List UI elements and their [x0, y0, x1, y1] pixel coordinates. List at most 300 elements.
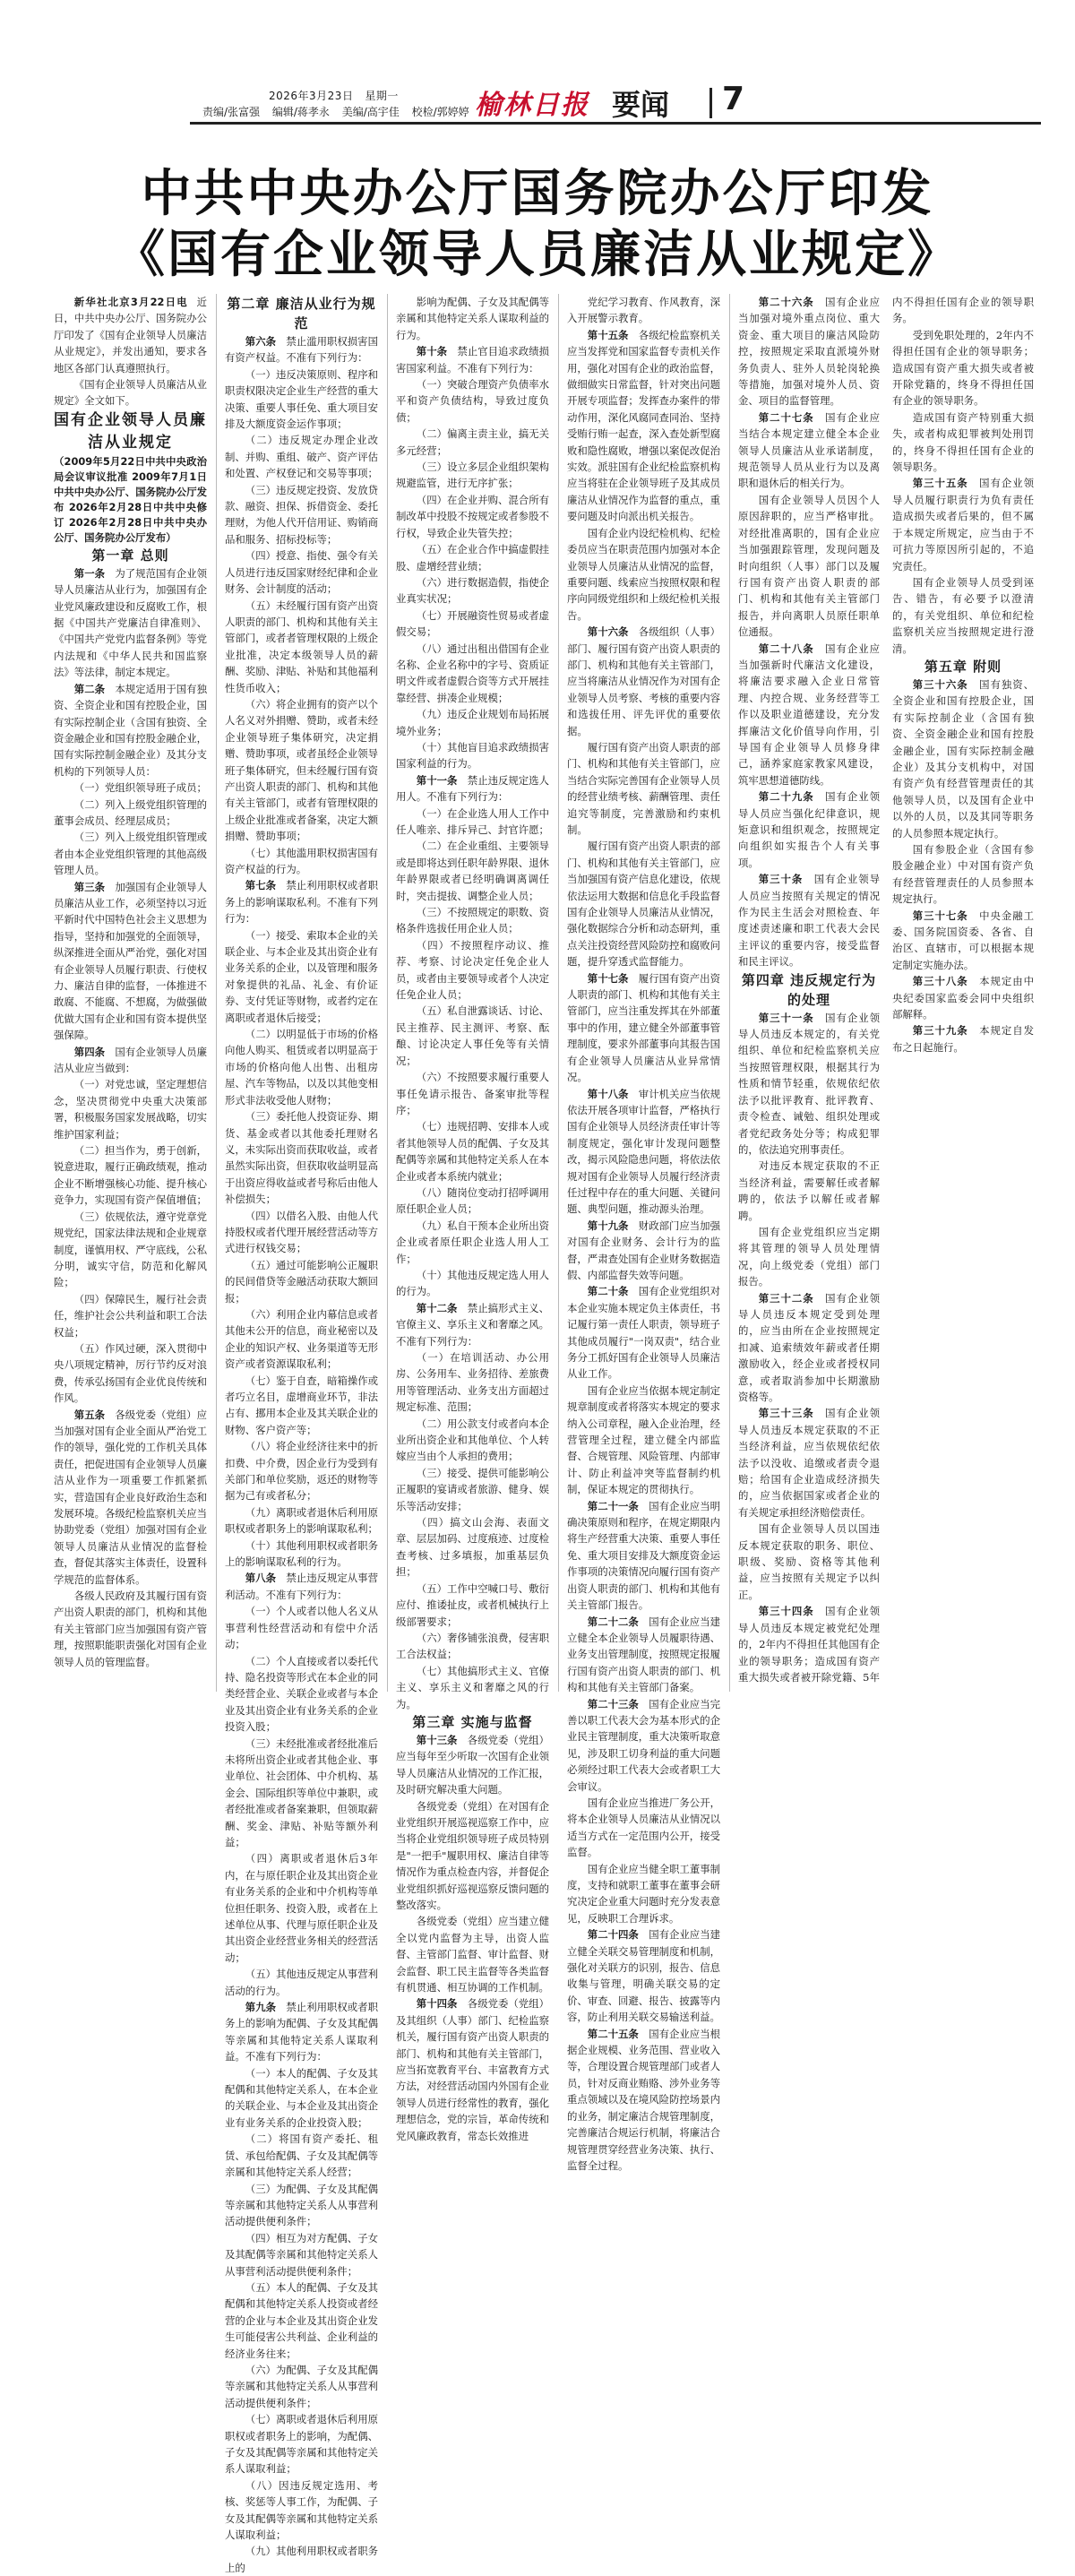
article-paragraph	[396, 574, 549, 607]
article-paragraph	[225, 877, 378, 926]
editor-credit: 美编/高宇佳	[341, 106, 400, 118]
article-paragraph	[396, 459, 549, 492]
article-paragraph	[738, 788, 880, 871]
article-number: 第二十八条	[758, 642, 814, 655]
article-text: （二）在企业重组、主要领导或是即将达到任职年龄界限、退休年龄界限或者已经明确调离调任时，突击提拔、调整企业人员；	[396, 840, 549, 902]
article-text: （八）将企业经济往来中的折扣费、中介费，因企业行为受到有关部门和单位奖励，返还的财物等据为己有或者私分；	[225, 1440, 378, 1503]
article-text: （九）其他利用职权或者职务上的	[225, 2545, 378, 2574]
article-paragraph	[567, 294, 720, 327]
article-text: 履行国有资产出资人职责的部门、机构和其他有关主管部门，应当结合实际完善国有企业领导人员的经营业绩考核、薪酬管理、责任追究等制度，完善激励和约束机制。	[567, 740, 720, 836]
article-text: 造成国有资产特别重大损失，或者构成犯罪被判处刑罚的，终身不得担任国有企业的领导职务。	[892, 410, 1034, 474]
article-text: （一）党组织领导班子成员；	[73, 781, 207, 795]
article-number: 第二十六条	[758, 296, 814, 308]
article-number: 第十二条	[416, 1301, 458, 1314]
section-title: 要闻	[612, 88, 670, 122]
article-text: 履行国有资产出资人职责的部门、机构和其他有关主管部门，应当加强国有资产信息化建设，依规依法运用大数据和信息化手段监督国有企业领导人员廉洁从业情况，强化数据综合分析和动态研判，重点关注投资经营风险防控和腐败问题，提升穿透式监督能力。	[567, 840, 720, 969]
article-number: 第三十二条	[758, 1291, 814, 1305]
article-text: （二）偏离主责主业，搞无关多元经营；	[396, 427, 549, 457]
article-paragraph	[225, 1438, 378, 1504]
article-paragraph	[396, 904, 549, 937]
document-note: （2009年5月22日中共中央政治局会议审议批准 2009年7月1日中共中央办公厅、国务院办公厅发布 2026年2月28日中共中央修订 2026年2月28日中共中央办公厅、国务院办公厅发布）	[54, 454, 207, 544]
article-number: 第二十九条	[758, 790, 814, 804]
article-text: （五）其他违反规定从事营利活动的行为。	[225, 1968, 378, 1997]
article-number: 第十三条	[416, 1733, 458, 1746]
article-text: （五）未经履行国有资产出资人职责的部门、机构和其他有关主管部门，或者者管理权限的上级企业批准，决定本级领导人员的薪酬、奖励、津贴、补贴和其他福利性货币收入；	[225, 599, 378, 694]
chapter-heading: 第二章 廉洁从业行为规范	[227, 296, 376, 332]
article-number: 第二十四条	[587, 1928, 639, 1942]
article-text: 本规定适用于国有独资、全资企业和国有控股企业，国有实际控制企业（含国有独资、全资金融企业和国有控股金融企业，国有实际控制金融企业）及其分支机构的下列领导人员：	[54, 682, 207, 778]
article-text: 国有企业党组织对本企业实施本规定负主体责任，书记履行第一责任人职责，领导班子其他成员履行"一岗双责"，结合业务分工抓好国有企业领导人员廉洁从业工作。	[567, 1285, 720, 1381]
issue-weekday: 星期一	[365, 90, 399, 102]
article-paragraph	[54, 1044, 207, 1077]
article-number: 第十五条	[587, 328, 629, 341]
article-number: 第三十四条	[758, 1605, 814, 1618]
article-text: 禁止违反规定选人用人。不准有下列行为：	[396, 773, 549, 804]
article-text: （七）离职或者退休后利用原职权或者职务上的影响，为配偶、子女及其配偶等亲属和其他特定关系人谋取利益；	[225, 2413, 378, 2476]
article-paragraph	[396, 1416, 549, 1465]
page-number: 7	[722, 81, 745, 117]
newspaper-header	[0, 0, 1075, 134]
article-paragraph	[54, 780, 207, 796]
article-text: （一）对党忠诚，坚定理想信念，坚决贯彻党中央重大决策部署，积极服务国家发展战略，切实维护国家利益；	[54, 1078, 207, 1141]
article-paragraph	[396, 1798, 549, 1914]
article-text: 为了规范国有企业领导人员廉洁从业行为，加强国有企业党风廉政建设和反腐败工作，根据《中国共产党廉洁自律准则》、《中国共产党党内监督条例》等党内法规和《中华人民共和国监察法》等法律，制定本规定。	[54, 566, 207, 679]
article-paragraph	[396, 641, 549, 707]
article-paragraph	[225, 1504, 378, 1538]
editor-credit: 责编/张富强	[202, 106, 261, 118]
article-text: 禁止利用职权或者职务上的影响为配偶、子女及其配偶等亲属和其他特定关系人谋取利益。不准有下列行为：	[225, 2001, 378, 2063]
article-paragraph	[396, 343, 549, 376]
article-text: 禁止滥用职权损害国有资产权益。不准有下列行为：	[225, 335, 378, 365]
article-paragraph	[225, 1966, 378, 1999]
article-paragraph	[225, 366, 378, 433]
article-paragraph	[396, 426, 549, 459]
article-paragraph	[738, 1010, 880, 1159]
article-paragraph	[225, 2279, 378, 2362]
article-paragraph	[54, 1588, 207, 1670]
article-text: （五）在企业合作中搞虚假挂股、虚增经营业绩；	[396, 543, 549, 573]
article-number: 第十条	[416, 345, 447, 358]
article-number: 第二条	[73, 682, 105, 695]
article-text: 中央金融工委、国务院国资委、各省、自治区、直辖市，可以根据本规定制定实施办法。	[892, 909, 1034, 971]
article-paragraph	[396, 607, 549, 641]
lead-paragraph	[54, 294, 207, 376]
article-paragraph	[892, 973, 1034, 1022]
article-paragraph	[738, 294, 880, 409]
article-paragraph	[396, 1069, 549, 1118]
article-number: 第三十三条	[758, 1407, 814, 1420]
article-text: 本规定由中央纪委国家监委会同中央组织部解释。	[892, 975, 1034, 1021]
article-paragraph	[396, 739, 549, 772]
article-text: 加强国有企业领导人员廉洁从业工作，必须坚持以习近平新时代中国特色社会主义思想为指导，坚持和加强党的全面领导，纵深推进全面从严治党，强化对国有企业领导人员履行职责、行使权力、廉洁自律的监督，一体推进不敢腐、不能腐、不想腐，为做强做优做大国有企业和国有资本提供坚强保障。	[54, 880, 207, 1042]
article-paragraph	[567, 1795, 720, 1861]
article-text: （四）保障民生，履行社会责任，维护社会公共利益和职工合法权益；	[54, 1292, 207, 1339]
article-text: 影响为配偶、子女及其配偶等亲属和其他特定关系人谋取利益的行为。	[396, 296, 549, 341]
article-text: （五）作风过硬，深入贯彻中央八项规定精神，厉行节约反对浪费，传承弘扬国有企业优良传统和作风。	[54, 1341, 207, 1405]
article-text: （七）其他搞形式主义、官僚主义、享乐主义和奢靡之风的行为。	[396, 1664, 549, 1710]
article-number: 第三十七条	[912, 909, 968, 922]
chapter-heading: 第四章 违反规定行为的处理	[741, 971, 877, 1008]
column-5-inner	[738, 294, 1034, 1692]
article-text: （六）为配偶、子女及其配偶等亲属和其他特定关系人从事营利活动提供便利条件；	[225, 2363, 378, 2409]
article-paragraph	[738, 1521, 880, 1603]
lead-text: 近日，中共中央办公厅、国务院办公厅印发了《国有企业领导人员廉洁从业规定》，并发出通知，要求各地区各部门认真遵照执行。	[54, 296, 207, 375]
article-text: （一）接受、索取本企业的关联企业、与本企业及其出资企业有业务关系的企业，以及管理和服务对象提供的礼品、礼金、有价证券、支付凭证等财物，或者约定在离职或者退休后接受；	[225, 928, 378, 1024]
article-paragraph	[396, 1300, 549, 1349]
editor-credits	[202, 104, 478, 119]
article-paragraph	[225, 2181, 378, 2230]
article-paragraph	[396, 1185, 549, 1218]
article-paragraph	[567, 838, 720, 969]
article-number: 第三十五条	[912, 477, 968, 490]
article-number: 第十九条	[587, 1219, 629, 1232]
article-text: 国有企业领导人员受到诬告、错告，有必要予以澄清的，有关党组织、单位和纪检监察机关应当按照规定进行澄清。	[892, 575, 1034, 655]
article-paragraph	[396, 376, 549, 426]
article-number: 第三十八条	[912, 975, 968, 988]
column-2	[225, 294, 378, 2574]
article-text: （二）个人直接或者以委托代持、隐名投资等形式在本企业的同类经营企业、关联企业或者与本企业及其出资企业有业务关系的企业投资入股；	[225, 1654, 378, 1734]
article-paragraph	[567, 1218, 720, 1284]
article-text: （三）为配偶、子女及其配偶等亲属和其他特定关系人从事营利活动提供便利条件；	[225, 2182, 378, 2228]
article-text: （四）离职或者退休后3年内，在与原任职企业及其出资企业有业务关系的企业和中介机构等单位担任职务、投资入股，或者在上述单位从事、代理与原任职企业及其出资企业经营业务相关的经营活动；	[225, 1852, 378, 1964]
column-divider	[729, 294, 730, 1692]
document-title: 国有企业领导人员廉洁从业规定	[54, 410, 207, 452]
article-number: 第十一条	[416, 773, 458, 787]
article-paragraph	[567, 1861, 720, 1927]
article-paragraph	[738, 409, 880, 492]
article-paragraph	[54, 879, 207, 1044]
article-text: 禁止官目追求政绩损害国家利益。不准有下列行为：	[396, 345, 549, 375]
article-text: 各级党委（党组）在对国有企业党组织开展巡视巡察工作中，应当将企业党组织领导班子成员特别是"一把手"履职用权、廉洁自律等情况作为重点检查内容，并督促企业党组织抓好巡视巡察反馈问题的整改落实。	[396, 1799, 549, 1911]
article-paragraph	[54, 1142, 207, 1209]
article-text: 国有企业应当依据本规定制定规章制度或者将落实本规定的要求纳入公司章程，融入企业治理，经营管理全过程，建立健全内部监督、合规管理、风险管理、内部审计、防止利益冲突等监督制约机制，保证本规定的贯彻执行。	[567, 1383, 720, 1496]
article-text: （二）用公款支付或者向本企业所出资企业和其他单位、个人转嫁应当由个人承担的费用；	[396, 1417, 549, 1463]
article-text: 国有企业应当推进厂务公开，将本企业领导人员廉洁从业情况以适当方式在一定范围内公开，接受监督。	[567, 1796, 720, 1859]
article-list	[54, 565, 207, 1670]
article-paragraph	[225, 696, 378, 845]
article-paragraph	[225, 2362, 378, 2411]
article-paragraph	[396, 541, 549, 574]
article-number: 第二十条	[587, 1285, 629, 1298]
column-divider	[216, 294, 217, 1692]
article-text: （九）离职或者退休后利用原职权或者职务上的影响谋取私利；	[225, 1505, 378, 1536]
article-text: （四）授意、指使、强令有关人员进行违反国家财经纪律和企业财务、会计制度的活动；	[225, 549, 378, 596]
article-text: 国有企业领导人员违反本规定的，有关党组织、单位和纪检监察机关应当按照管理权限，根据其行为性质和情节轻重，依规依纪依法予以批评教育、批评教育、责令检查、诫勉、组织处理或者党纪政务处分等；构成犯罪的，依法追究刑事责任。	[738, 1011, 880, 1156]
article-text: 国有独资、全资企业和国有控股企业，国有实际控制企业（含国有独资、全资金融企业和国有控股金融企业，国有实际控制金融企业）及其分支机构中，对国有资产负有经营管理责任的其他领导人员，以及国有企业中以外的人员，以及其同等职务的人员参照本规定执行。	[892, 677, 1034, 840]
article-paragraph	[225, 2065, 378, 2132]
newspaper-logo: 榆林日报	[475, 90, 589, 121]
article-number: 第三条	[73, 880, 105, 893]
lead-paragraph-2: 《国有企业领导人员廉洁从业规定》全文如下。	[54, 378, 207, 408]
column-divider	[387, 294, 388, 1692]
article-paragraph	[396, 1349, 549, 1416]
article-text: 国有企业领导人员违反本规定获取的不正当经济利益，应当依规依纪依法予以没收、追缴或者责令退赔；给国有企业造成经济损失的，应当依据国家或者企业的有关规定承担经济赔偿责任。	[738, 1407, 880, 1519]
article-text: （八）通过出租出借国有企业名称、企业名称中的字号、资质证明文件或者虚假合资等方式开展挂靠经营、拼凑企业规模；	[396, 642, 549, 704]
article-list	[892, 676, 1034, 1055]
article-text: 国有企业应当加强新时代廉洁文化建设，将廉洁要求融入企业日常管理、内控合规、业务经营等工作以及职业道德建设，充分发挥廉洁文化价值导向作用，引导国有企业领导人员修身律己，涵养家庭家教家风建设，筑牢思想道德防线。	[738, 642, 880, 787]
article-paragraph	[396, 1218, 549, 1267]
article-text: 对违反本规定获取的不正当经济利益，需要解任或者解聘的，依法予以解任或者解聘。	[738, 1159, 880, 1222]
article-text: （四）以借名入股、由他人代持股权或者代理开展经营活动等方式进行权钱交易；	[225, 1209, 378, 1255]
article-paragraph	[738, 641, 880, 789]
article-text: 国有企业领导人员应当强化纪律意识，规矩意识和组织观念，按照规定向组织如实报告个人有关事项。	[738, 790, 880, 869]
article-text: （五）工作中空喊口号、敷衍应付、推诿扯皮，或者机械执行上级部署要求；	[396, 1581, 549, 1628]
article-number: 第三十六条	[912, 677, 968, 691]
article-paragraph	[567, 1614, 720, 1696]
article-text: （一）个人或者以他人名义从事营利性经营活动和有偿中介活动；	[225, 1605, 378, 1651]
article-text: 各级纪检监察机关应当发挥党和国家监督专责机关作用，强化对国有企业的政治监督，做细做实日常监督，针对突出问题开展专项监督；发挥查办案件的带动作用，深化风腐同查同治、坚持受贿行贿一起查，深入查处新型腐败和隐性腐败，增强以案促改促治实效。派驻国有企业纪检监察机构应当将驻在企业领导班子及其成员廉洁从业情况作为监督的重点，重要问题及时向派出机关报告。	[567, 328, 720, 523]
article-paragraph	[567, 970, 720, 1086]
article-paragraph	[225, 2411, 378, 2477]
article-paragraph	[396, 1003, 549, 1069]
chapter-heading: 第三章 实施与监督	[412, 1713, 533, 1730]
article-text: （六）不按照要求履行重要人事任免请示报告、备案审批等程序；	[396, 1071, 549, 1116]
article-text: 国有企业领导人员廉洁从业应当做到：	[54, 1045, 207, 1075]
article-text: （九）私自干预本企业所出资企业或者原任职企业选人用人工作；	[396, 1219, 549, 1265]
article-text: 审计机关应当依规依法开展各项审计监督，严格执行国有企业领导人员经济责任审计等制度规定，强化审计发现问题整改，揭示风险隐患问题，将依法依规对国有企业领导人员履行经济责任过程中存在的重大问题、关键问题、典型问题，推动源头治理。	[567, 1087, 720, 1216]
article-list	[225, 696, 378, 2576]
article-paragraph	[567, 1696, 720, 1795]
article-text: （二）列入上级党组织管理的董事会成员、经理层成员；	[54, 797, 207, 827]
article-paragraph	[892, 475, 1034, 573]
article-paragraph	[225, 1850, 378, 1966]
article-text: （二）违反规定办理企业改制、并购、重组、破产、资产评估和处置、产权登记和交易等事项；	[225, 434, 378, 480]
issue-date: 2026年3月23日	[269, 90, 354, 102]
article-paragraph	[225, 333, 378, 366]
article-text: （四）在企业并购、混合所有制改革中投股不按规定或者参股不行权，导致企业失管失控；	[396, 493, 549, 539]
article-text: （七）违规招聘、安排本人或者其他领导人员的配偶、子女及其配偶等亲属和其他特定关系人在本企业或者本系统内就业；	[396, 1120, 549, 1183]
article-text: （一）本人的配偶、子女及其配偶和其他特定关系人，在本企业的关联企业、与本企业及其出资企业有业务关系的企业投资入股；	[225, 2066, 378, 2129]
article-text: （一）违反决策原则、程序和职责权限决定企业生产经营的重大决策、重要人事任免、重大项目安排及大额度资金运作事项；	[225, 367, 378, 431]
article-paragraph	[892, 841, 1034, 908]
article-paragraph	[225, 598, 378, 696]
article-text: （五）通过可能影响公正履职的民间借贷等金融活动获取大额回报；	[225, 1258, 378, 1305]
article-paragraph	[396, 1663, 549, 1712]
article-number: 第二十二条	[587, 1615, 639, 1628]
article-text: 国有企业领导人员违反本规定受到处理的，应当由所在企业按照规定扣减、追索绩效年薪或者任期激励收入，经企业或者授权同意，或者取消参加中长期激励资格等。	[738, 1291, 880, 1403]
article-number: 第九条	[245, 2001, 276, 2014]
article-text: 各级党委（党组）应当每年至少听取一次国有企业领导人员廉洁从业情况的工作汇报，及时研究解决重大问题。	[396, 1733, 549, 1796]
article-paragraph	[225, 1653, 378, 1736]
article-text: （三）违反规定投资、发放贷款、融资、担保、拆借资金、委托理财，为他人代开信用证、购销商品和服务、招标投标等；	[225, 483, 378, 546]
article-text: （二）担当作为，勇于创新，锐意进取，履行正确政绩观，推动企业不断增强核心功能、提升核心竞争力，实现国有资产保值增值；	[54, 1144, 207, 1207]
article-text: （二）以明显低于市场的价格向他人购买、租赁或者以明显高于市场的价格向他人出售、出租房屋、汽车等物品，以及以其他变相形式非法收受他人财物；	[225, 1028, 378, 1107]
article-paragraph	[396, 1118, 549, 1185]
article-paragraph	[396, 838, 549, 904]
article-paragraph	[567, 1383, 720, 1498]
article-number: 第二十一条	[587, 1499, 639, 1512]
article-text: （四）相互为对方配偶、子女及其配偶等亲属和其他特定关系人从事营利活动提供便利条件；	[225, 2231, 378, 2278]
article-text: （一）在企业选人用人工作中任人唯亲、排斥异己、封官许愿；	[396, 806, 549, 836]
article-paragraph	[396, 772, 549, 806]
article-paragraph	[396, 492, 549, 541]
article-paragraph	[396, 294, 549, 343]
article-text: （三）委托他人投资证券、期货、基金或者以其他委托理财名义，未实际出资而获取收益，或者虽然实际出资，但获取收益明显高于出资应得收益或者号称后由他人补偿损失；	[225, 1110, 378, 1206]
article-number: 第十六条	[587, 625, 629, 639]
article-text: 国有企业党组织应当定期将其管理的领导人员处理情况，向上级党委（党组）部门报告。	[738, 1225, 880, 1288]
article-text: 各级党委（党组）应当加强对国有企业全面从严治党工作的领导，强化党的工作机关具体责任，把促进国有企业领导人员廉洁从业作为一项重要工作抓紧抓实，营造国有企业良好政治生态和发展环境。各级纪检监察机关应当协助党委（党组）加强对国有企业领导人员廉洁从业情况的监督检查，督促其落实主体责任，设置科学规范的监督体系。	[54, 1408, 207, 1586]
article-number: 第七条	[245, 879, 276, 892]
article-list	[567, 294, 720, 2174]
article-number: 第三十一条	[758, 1011, 814, 1024]
article-text: 本规定自发布之日起施行。	[892, 1024, 1034, 1054]
article-paragraph	[738, 1158, 880, 1224]
article-paragraph	[396, 1465, 549, 1514]
article-text: 国有企业应当加强对境外重点岗位、重大资金、重大项目的廉洁风险防控，按照规定采取直派境外财务负责人、驻外人员轮岗轮换等措施，加强对境外人员、资金、项目的监督管理。	[738, 296, 880, 408]
article-text: 各级组织（人事）部门、履行国有资产出资人职责的部门、机构和其他有关主管部门，应当将廉洁从业情况作为对国有企业领导人员考察、考核的重要内容和选拔任用、评先评优的重要依据。	[567, 625, 720, 737]
article-text: （二）将国有资产委托、租赁、承包给配偶、子女及其配偶等亲属和其他特定关系人经营；	[225, 2132, 378, 2179]
article-paragraph	[567, 624, 720, 739]
article-text: （三）依规依法，遵守党章党规党纪，国家法律法规和企业规章制度，谨慎用权、严守底线，公私分明，诚实守信，防范和化解风险；	[54, 1210, 207, 1289]
article-number: 第八条	[245, 1572, 276, 1585]
article-text: （三）不按照规定的职数、资格条件选拔任用企业人员；	[396, 906, 549, 935]
article-paragraph	[396, 1732, 549, 1798]
article-paragraph	[396, 937, 549, 1004]
article-paragraph	[738, 871, 880, 969]
article-number: 第三十九条	[912, 1024, 968, 1038]
article-text: （七）鉴于自查，暗箱操作或者巧立名目，虚增商业环节，非法占有、挪用本企业及其关联企业的财物、客户资产等；	[225, 1374, 378, 1436]
article-text: 各级党委（党组）及其组织（人事）部门、纪检监察机关，履行国有资产出资人职责的部门、机构和其他有关主管部门，应当拓宽教育平台、丰富教育方式方法，对经营活动国内外国有企业领导人员进行经常性的教育，强化理想信念，党的宗旨，革命传统和党风廉政教育，常态长效推进	[396, 1997, 549, 2142]
article-text: 国有企业应当根据企业规模、业务范围、营业收入等，合理设置合规管理部门或者人员，针对反商业贿赂、涉外业务等重点领域以及在境风险防控场景内的业务，制定廉洁合规管理制度，完善廉洁合规运行机制，将廉洁合规管理贯穿经营业务决策、执行、监督全过程。	[567, 2027, 720, 2172]
article-paragraph	[54, 1076, 207, 1142]
article-text: 国有企业应当建立健全本企业领导人员履职待遇、业务支出管理制度，按照规定报履行国有资产出资人职责的部门、机构和其他有关主管部门备案。	[567, 1615, 720, 1694]
article-paragraph	[225, 547, 378, 597]
article-text: 国有企业应当结合本规定建立健全本企业领导人员廉洁从业承诺制度，规范领导人员从业行为以及离职和退休后的相关行为。	[738, 410, 880, 490]
article-paragraph	[567, 525, 720, 624]
article-text: 国有参股企业（含国有参股金融企业）中对国有资产负有经营管理责任的人员参照本规定执行。	[892, 843, 1034, 906]
column-3	[396, 294, 549, 2142]
article-text: 国有企业应当健全职工董事制度，支持和就职工董事在董事会研究决定企业重大问题时充分发表意见，反映职工合理诉求。	[567, 1862, 720, 1925]
article-list	[396, 294, 549, 1712]
article-paragraph	[225, 1208, 378, 1257]
article-list	[225, 294, 378, 696]
article-paragraph	[738, 492, 880, 641]
chapter-heading: 第五章 附则	[924, 658, 1002, 675]
article-list	[396, 1732, 549, 2144]
article-text: 禁止搞形式主义、官僚主义、享乐主义和奢靡之风。不准有下列行为：	[396, 1301, 549, 1348]
column-4	[567, 294, 720, 2172]
article-text: 禁止利用职权或者职务上的影响谋取私利。不准有下列行为：	[225, 879, 378, 926]
article-paragraph	[54, 1340, 207, 1407]
headline-line-2: 《国有企业领导人员廉洁从业规定》	[115, 226, 960, 284]
article-paragraph	[892, 676, 1034, 841]
article-paragraph	[892, 409, 1034, 476]
article-paragraph	[567, 1926, 720, 2025]
article-number: 第二十七条	[758, 410, 814, 424]
article-paragraph	[54, 829, 207, 878]
article-text: （六）进行数据造假，指使企业真实状况；	[396, 575, 549, 606]
article-text: （七）其他滥用职权损害国有资产权益的行为。	[225, 846, 378, 875]
article-paragraph	[396, 1581, 549, 1630]
column-5	[738, 294, 1034, 1692]
article-paragraph	[567, 1498, 720, 1614]
article-paragraph	[225, 1257, 378, 1306]
article-paragraph	[54, 1407, 207, 1588]
article-paragraph	[567, 2026, 720, 2175]
article-text: （三）设立多层企业组织架构规避监管，进行无序扩张；	[396, 461, 549, 490]
article-paragraph	[567, 1086, 720, 1218]
article-number: 第十七条	[587, 971, 629, 985]
page-divider	[710, 88, 712, 118]
article-text: （十）其他违反规定选人用人的行为。	[396, 1268, 549, 1298]
article-text: 国有企业领导人员因个人原因辞职的，应当严格审批。对经批准离职的，国有企业应当加强跟踪管理，发现问题及时向组织（人事）部门以及履行国有资产出资人职责的部门、机构和其他有关主管部门报告，并向离职人员原任职单位通报。	[738, 493, 880, 639]
article-text: （九）违反企业规划布局拓展境外业务；	[396, 708, 549, 737]
article-paragraph	[225, 927, 378, 1026]
article-paragraph	[54, 1291, 207, 1340]
article-text: （四）不按照程序动议、推荐、考察、讨论决定任免企业人员，或者由主要领导或者个人决定任免企业人员；	[396, 938, 549, 1002]
article-text: （三）接受、提供可能影响公正履职的宴请或者旅游、健身、娱乐等活动安排；	[396, 1466, 549, 1512]
article-text: （四）搞文山会海、表面文章、层层加码、过度痕迹、过度检查考核、过多填报，加重基层负担；	[396, 1516, 549, 1579]
article-text: 各级人民政府及其履行国有资产出资人职责的部门，机构和其他有关主管部门应当加强国有资产管理，按照职能职责强化对国有企业领导人员的管理监督。	[54, 1590, 207, 1668]
article-paragraph	[225, 1026, 378, 1108]
column-divider	[558, 294, 559, 1692]
article-text: （三）未经批准或者经批准后未将所出资企业或者其他企业、事业单位、社会团体、中介机构、基金会、国际组织等单位中兼职，或者经批准或者备案兼职，但领取薪酬、奖金、津贴、补贴等额外利益；	[225, 1736, 378, 1848]
article-text: 财政部门应当加强对国有企业财务、会计行为的监督，严肃查处国有企业财务数据造假、内部监督失效等问题。	[567, 1219, 720, 1281]
article-paragraph	[567, 739, 720, 838]
article-text: 国有企业内设纪检机构、纪检委员应当在职责范围内加强对本企业领导人员廉洁从业情况的监督，重要问题、线索应当按照权限和程序向同级党组织和上级纪检机关报告。	[567, 526, 720, 622]
article-paragraph	[225, 2543, 378, 2576]
article-paragraph	[396, 806, 549, 839]
column-1	[54, 294, 207, 1692]
article-number: 第五条	[73, 1408, 105, 1421]
article-paragraph	[225, 2131, 378, 2180]
article-paragraph	[225, 2477, 378, 2544]
chapter-heading: 第一章 总则	[91, 547, 169, 564]
article-text: 禁止违反规定从事营利活动。不准有下列行为：	[225, 1572, 378, 1601]
article-text: （五）本人的配偶、子女及其配偶和其他特定关系人投资或者经营的企业与本企业及其出资企业发生可能侵害公共利益、企业利益的经济业务往来；	[225, 2280, 378, 2360]
article-paragraph	[54, 1209, 207, 1291]
article-text: （六）奢侈铺张浪费，侵害职工合法权益；	[396, 1631, 549, 1661]
article-number: 第十四条	[416, 1997, 458, 2011]
editor-credit: 编辑/蒋孝永	[271, 106, 330, 118]
article-body	[54, 294, 1039, 2574]
article-text: 党纪学习教育、作风教育，深入开展警示教育。	[567, 296, 720, 325]
article-paragraph	[225, 1538, 378, 1571]
article-text: 国有企业应当建立健全关联交易管理制度和机制，强化对关联方的识别，报告、信息收集与管理，明确关联交易的定价、审查、回避、报告、披露等内容，防止利用关联交易输送利益。	[567, 1928, 720, 2024]
article-paragraph	[892, 327, 1034, 409]
article-text: 受到免职处理的，2年内不得担任国有企业的领导职务；造成国有资产重大损失或者被开除党籍的，终身不得担任国有企业的领导职务。	[892, 328, 1034, 408]
article-text: （七）开展融资性贸易或者虚假交易；	[396, 608, 549, 639]
article-paragraph	[738, 1290, 880, 1406]
article-paragraph	[225, 1736, 378, 1851]
article-paragraph	[225, 2230, 378, 2279]
article-text: （三）列入上级党组织管理或者由本企业党组织管理的其他高级管理人员。	[54, 831, 207, 877]
headline-line-1: 中共中央办公厅国务院办公厅印发	[141, 165, 934, 223]
article-text: （六）利用企业内幕信息或者其他未公开的信息，商业秘密以及企业的知识产权、业务渠道等无形资产或者资源谋取私利；	[225, 1307, 378, 1371]
article-paragraph	[396, 1630, 549, 1663]
article-paragraph	[225, 482, 378, 548]
editor-credit: 校检/郭婷婷	[411, 106, 469, 118]
article-paragraph	[225, 1373, 378, 1439]
article-text: 国有企业领导人员违反本规定被党纪处理的，2年内不得担任其他国有企业的领导职务；造成国有资产重大损失或者被开除党籍、5年内不得担任国有企业的领导职务。	[738, 296, 1034, 1684]
article-text: （十）其他利用职权或者职务上的影响谋取私利的行为。	[225, 1538, 378, 1569]
article-paragraph	[54, 797, 207, 830]
article-paragraph	[567, 1283, 720, 1382]
article-number: 第三十条	[758, 873, 804, 886]
article-text: （八）因违反规定选用、考核、奖惩等人事工作，为配偶、子女及其配偶等亲属和其他特定关系人谋取利益；	[225, 2478, 378, 2542]
article-text: 国有企业领导人员应当按照有关规定的情况作为民主生活会对照检查、年度述责述廉和职工代表大会民主评议的重要内容，接受监督和民主评议。	[738, 873, 880, 969]
article-number: 第十八条	[587, 1087, 629, 1100]
article-number: 第二十五条	[587, 2027, 639, 2040]
article-text: 履行国有资产出资人职责的部门、机构和其他有关主管部门，应当注重发挥其在外部董事中的作用，建立健全外部董事管理制度，要求外部董事向其报告国有企业领导人员廉洁从业异常情况。	[567, 971, 720, 1084]
header-rule	[190, 122, 1041, 125]
article-paragraph	[396, 706, 549, 739]
article-paragraph	[738, 1224, 880, 1290]
article-paragraph	[225, 1570, 378, 1603]
article-number: 第六条	[245, 335, 276, 348]
article-paragraph	[567, 327, 720, 525]
article-paragraph	[225, 432, 378, 481]
